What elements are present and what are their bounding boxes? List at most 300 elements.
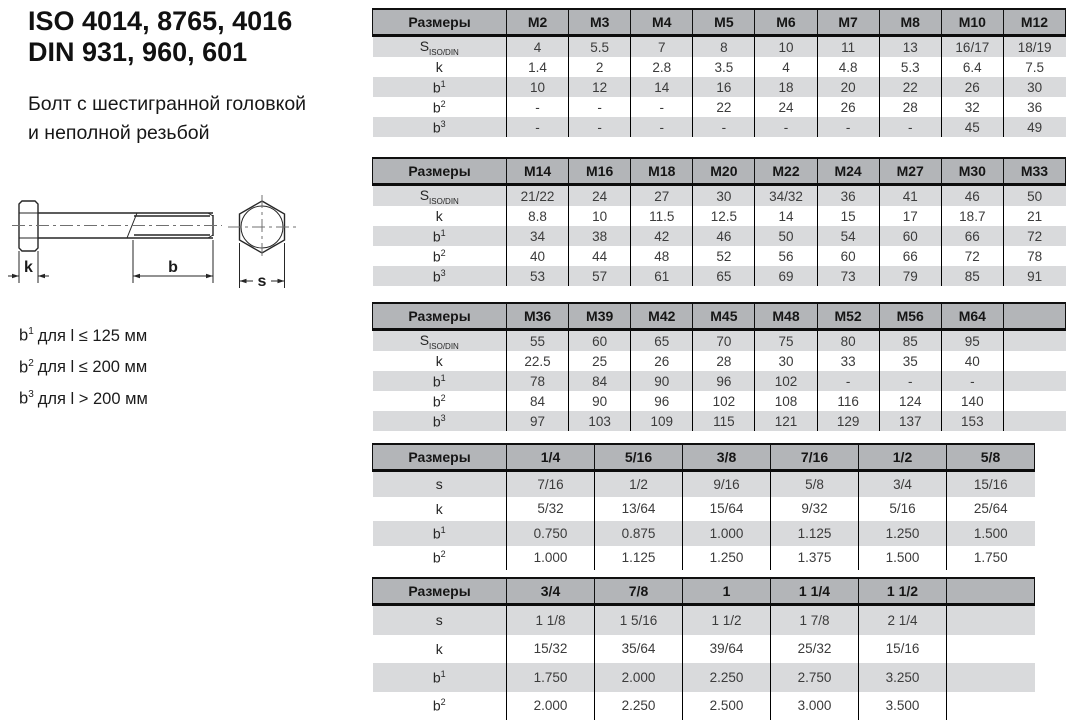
table-metric-m2-m12 [372,8,1066,137]
row-label: $b^1$ [373,77,507,97]
data-cell: 1.250 [683,546,771,571]
data-cell: 60 [569,330,631,352]
data-cell: 65 [631,330,693,352]
data-cell: 15/16 [947,471,1035,497]
data-cell: 8 [693,36,755,58]
table-row [373,330,1066,352]
data-cell: 5.3 [879,57,941,77]
header-row [373,158,1066,185]
data-cell: 8.8 [507,206,569,226]
data-cell: 72 [941,246,1003,266]
data-cell: 3/4 [859,471,947,497]
col-header-M3: M3 [569,9,631,36]
data-cell [947,692,1035,720]
col-header-M42: M42 [631,303,693,330]
data-cell: 153 [941,411,1003,431]
col-header-1: 1 [683,578,771,605]
dimension-table-inch-3-4-to-1-1-2 [372,577,1035,720]
data-cell: 28 [693,351,755,371]
table-row [373,226,1066,246]
data-cell: 124 [879,391,941,411]
data-cell: 85 [879,330,941,352]
data-cell: 3.000 [771,692,859,720]
dimension-table-inch-1-4-to-5-8 [372,443,1035,570]
header-row [373,9,1066,36]
data-cell: 24 [755,97,817,117]
header-row [373,578,1035,605]
col-header-M2: M2 [507,9,569,36]
data-cell: 36 [1003,97,1065,117]
data-cell: 26 [941,77,1003,97]
row-label: $b^1$ [373,371,507,391]
col-header-M4: M4 [631,9,693,36]
data-cell: 30 [1003,77,1065,97]
col-header-sizes: Размеры [373,9,507,36]
col-header-M22: M22 [755,158,817,185]
data-cell: 13/64 [595,497,683,522]
table-row [373,663,1035,692]
row-label: s [373,471,507,497]
data-cell: - [507,97,569,117]
row-label: $b^1$ [373,663,507,692]
data-cell: 75 [755,330,817,352]
table-row [373,411,1066,431]
col-header-M24: M24 [817,158,879,185]
data-cell: 103 [569,411,631,431]
data-cell: 96 [631,391,693,411]
data-cell: 33 [817,351,879,371]
data-cell: 5/32 [507,497,595,522]
col-header-5-16: 5/16 [595,444,683,471]
data-cell: - [631,117,693,137]
data-cell: 40 [507,246,569,266]
data-cell: 85 [941,266,1003,286]
footnote-b2: $b^2$ для l ≤ 200 мм [19,357,148,376]
col-header-M6: M6 [755,9,817,36]
data-cell: 0.750 [507,521,595,546]
footnotes [19,318,148,413]
data-cell [947,605,1035,635]
bolt-side-view [12,201,222,251]
data-cell: 9/32 [771,497,859,522]
footnote-b3: $b^3$ для l > 200 мм [19,389,148,408]
col-header-M64: M64 [941,303,1003,330]
col-header-sizes: Размеры [373,303,507,330]
data-cell: 4 [755,57,817,77]
data-cell: 1.125 [771,521,859,546]
data-cell: 35/64 [595,635,683,664]
data-cell: 28 [879,97,941,117]
table-row [373,692,1035,720]
data-cell: 97 [507,411,569,431]
data-cell: 50 [1003,185,1065,207]
data-cell: 1.750 [507,663,595,692]
data-cell: 90 [631,371,693,391]
data-cell: 2.000 [507,692,595,720]
row-label: $b^3$ [373,411,507,431]
data-cell: 44 [569,246,631,266]
data-cell: 2 [569,57,631,77]
data-cell: 1 7/8 [771,605,859,635]
title-din: DIN 931, 960, 601 [28,37,248,67]
dimension-table-m36-m64 [372,302,1066,431]
data-cell: 49 [1003,117,1065,137]
data-cell: - [507,117,569,137]
col-header-M30: M30 [941,158,1003,185]
col-header-1-1-4: 1 1/4 [771,578,859,605]
data-cell: 40 [941,351,1003,371]
data-cell: 79 [879,266,941,286]
data-cell: 5/8 [771,471,859,497]
data-cell: 56 [755,246,817,266]
table-row [373,497,1035,522]
col-header-M27: M27 [879,158,941,185]
table-row [373,351,1066,371]
data-cell: 102 [693,391,755,411]
data-cell: 50 [755,226,817,246]
data-cell: 60 [817,246,879,266]
data-cell: - [693,117,755,137]
table-row [373,117,1066,137]
data-cell: 14 [755,206,817,226]
data-cell: 102 [755,371,817,391]
col-header-M7: M7 [817,9,879,36]
data-cell: 27 [631,185,693,207]
data-cell: 41 [879,185,941,207]
data-cell: 45 [941,117,1003,137]
data-cell: 12 [569,77,631,97]
data-cell: - [569,117,631,137]
row-label: k [435,353,443,369]
page-title [28,6,292,68]
data-cell: 39/64 [683,635,771,664]
data-cell [947,635,1035,664]
bolt-diagram [0,192,330,296]
col-header-5-8: 5/8 [947,444,1035,471]
table-row [373,57,1066,77]
col-header-sizes: Размеры [373,158,507,185]
data-cell: 1.500 [859,546,947,571]
data-cell: 2.000 [595,663,683,692]
data-cell [1003,391,1065,411]
dimension-table-m2-m12 [372,8,1066,137]
data-cell: 84 [569,371,631,391]
table-row [373,36,1066,58]
table-row [373,206,1066,226]
data-cell: - [817,371,879,391]
data-cell: 25/32 [771,635,859,664]
col-header-M39: M39 [569,303,631,330]
table-row [373,546,1035,571]
data-cell: 66 [879,246,941,266]
table-row [373,391,1066,411]
data-cell: 53 [507,266,569,286]
row-label: $b^1$ [373,521,507,546]
col-header-7-16: 7/16 [771,444,859,471]
data-cell: 46 [693,226,755,246]
data-cell: 121 [755,411,817,431]
col-header-M52: M52 [817,303,879,330]
data-cell: 7.5 [1003,57,1065,77]
data-cell: 2.750 [771,663,859,692]
data-cell: 34/32 [755,185,817,207]
data-cell: 60 [879,226,941,246]
data-cell: 137 [879,411,941,431]
dim-label-b: b [168,259,178,276]
row-label: $b^2$ [432,392,446,410]
data-cell: - [569,97,631,117]
data-cell: 22 [879,77,941,97]
data-cell: 1.4 [507,57,569,77]
data-cell: 108 [755,391,817,411]
data-cell [947,663,1035,692]
data-cell: 34 [507,226,569,246]
data-cell: 4.8 [817,57,879,77]
data-cell: 15/64 [683,497,771,522]
data-cell: 1 5/16 [595,605,683,635]
col-header-M12: M12 [1003,9,1065,36]
dim-label-k: k [24,259,33,276]
data-cell: 69 [755,266,817,286]
data-cell: 78 [1003,246,1065,266]
data-cell: 54 [817,226,879,246]
table-row [373,635,1035,664]
col-header-3-4: 3/4 [507,578,595,605]
data-cell: 3.250 [859,663,947,692]
table-row [373,266,1066,286]
data-cell: 1 1/8 [507,605,595,635]
data-cell: 30 [755,351,817,371]
data-cell: - [941,371,1003,391]
col-header-sizes: Размеры [373,578,507,605]
col-header-1-1-2: 1 1/2 [859,578,947,605]
col-header-M8: M8 [879,9,941,36]
data-cell: 16/17 [941,36,1003,58]
row-label: k [435,500,443,517]
data-cell: 11 [817,36,879,58]
data-cell: 116 [817,391,879,411]
col-header-1-2: 1/2 [859,444,947,471]
table-metric-m14-m33 [372,157,1066,286]
data-cell: 42 [631,226,693,246]
data-cell: 17 [879,206,941,226]
data-cell: 115 [693,411,755,431]
data-cell: 140 [941,391,1003,411]
data-cell: 11.5 [631,206,693,226]
data-cell [1003,330,1065,352]
data-cell: 26 [631,351,693,371]
data-cell: 32 [941,97,1003,117]
data-cell: 6.4 [941,57,1003,77]
data-cell: - [755,117,817,137]
data-cell: 84 [507,391,569,411]
row-label: $b^1$ [373,226,507,246]
data-cell: 15/32 [507,635,595,664]
data-cell: - [879,117,941,137]
page-subtitle [28,90,306,148]
data-cell: 46 [941,185,1003,207]
data-cell: - [817,117,879,137]
data-cell: 109 [631,411,693,431]
table-inch-large [372,577,1035,720]
data-cell: 61 [631,266,693,286]
data-cell: 21/22 [507,185,569,207]
row-label: $b^2$ [432,549,446,567]
dim-b [133,240,213,283]
data-cell: 22 [693,97,755,117]
header-row [373,303,1066,330]
data-cell: 0.875 [595,521,683,546]
data-cell: 1.125 [595,546,683,571]
table-row [373,77,1066,97]
data-cell: 21 [1003,206,1065,226]
row-label: s [373,605,507,635]
subtitle-line2: и неполной резьбой [28,122,210,144]
data-cell: 16 [693,77,755,97]
col-header-M5: M5 [693,9,755,36]
data-cell: 57 [569,266,631,286]
table-row [373,521,1035,546]
data-cell: 66 [941,226,1003,246]
data-cell: 70 [693,330,755,352]
col-header-1-4: 1/4 [507,444,595,471]
data-cell: 2.250 [683,663,771,692]
data-cell: 18.7 [941,206,1003,226]
col-header-M10: M10 [941,9,1003,36]
col-header-empty [947,578,1035,605]
table-row [373,97,1066,117]
title-iso: ISO 4014, 8765, 4016 [28,6,293,36]
row-label: $b^2$ [432,98,446,116]
data-cell: 3.5 [693,57,755,77]
data-cell: 129 [817,411,879,431]
data-cell: 72 [1003,226,1065,246]
row-label: k [435,208,443,224]
row-label: $b^3$ [373,266,507,286]
data-cell: 1.750 [947,546,1035,571]
footnote-b1: $b^1$ для l ≤ 125 мм [19,326,148,345]
data-cell: 30 [693,185,755,207]
data-cell [1003,351,1065,371]
data-cell: 35 [879,351,941,371]
data-cell: 2.250 [595,692,683,720]
data-cell: 95 [941,330,1003,352]
table-inch-small [372,443,1035,570]
dimension-table-m14-m33 [372,157,1066,286]
col-header-M48: M48 [755,303,817,330]
data-cell: 13 [879,36,941,58]
data-cell: 22.5 [507,351,569,371]
subtitle-line1: Болт с шестигранной головкой [28,93,307,115]
data-cell: 78 [507,371,569,391]
row-label: $S_{ISO/DIN}$ [373,185,507,207]
data-cell: 15/16 [859,635,947,664]
col-header-M36: M36 [507,303,569,330]
data-cell: 1.375 [771,546,859,571]
data-cell: 12.5 [693,206,755,226]
data-cell: - [631,97,693,117]
data-cell: 15 [817,206,879,226]
row-label: $b^2$ [432,697,446,715]
data-cell: 18 [755,77,817,97]
data-cell: 38 [569,226,631,246]
data-cell: 65 [693,266,755,286]
table-metric-m36-m64 [372,302,1066,431]
data-cell [1003,371,1065,391]
data-cell: 25 [569,351,631,371]
dim-k [8,251,49,283]
data-cell: 2.500 [683,692,771,720]
data-cell: 4 [507,36,569,58]
data-cell: 1.000 [507,546,595,571]
data-cell: - [879,371,941,391]
col-header-M20: M20 [693,158,755,185]
data-cell: 7/16 [507,471,595,497]
data-cell: 10 [569,206,631,226]
data-cell: 1.500 [947,521,1035,546]
data-cell: 20 [817,77,879,97]
col-header-7-8: 7/8 [595,578,683,605]
table-row [373,605,1035,635]
col-header-empty [1003,303,1065,330]
dim-label-s: s [257,273,267,290]
data-cell: 36 [817,185,879,207]
data-cell: 2 1/4 [859,605,947,635]
header-row [373,444,1035,471]
col-header-M45: M45 [693,303,755,330]
data-cell: 80 [817,330,879,352]
data-cell: 55 [507,330,569,352]
data-cell: 10 [755,36,817,58]
col-header-3-8: 3/8 [683,444,771,471]
data-cell [1003,411,1065,431]
data-cell: 1/2 [595,471,683,497]
col-header-M56: M56 [879,303,941,330]
data-cell: 1.250 [859,521,947,546]
table-row [373,371,1066,391]
data-cell: 90 [569,391,631,411]
col-header-sizes: Размеры [373,444,507,471]
data-cell: 26 [817,97,879,117]
row-label: k [435,640,443,657]
data-cell: 1 1/2 [683,605,771,635]
data-cell: 2.8 [631,57,693,77]
col-header-M33: M33 [1003,158,1065,185]
data-cell: 18/19 [1003,36,1065,58]
data-cell: 7 [631,36,693,58]
data-cell: 5/16 [859,497,947,522]
data-cell: 91 [1003,266,1065,286]
col-header-M14: M14 [507,158,569,185]
row-label: $S_{ISO/DIN}$ [373,330,507,352]
data-cell: 96 [693,371,755,391]
data-cell: 1.000 [683,521,771,546]
row-label: $S_{ISO/DIN}$ [373,36,507,58]
data-cell: 14 [631,77,693,97]
data-cell: 52 [693,246,755,266]
data-cell: 5.5 [569,36,631,58]
data-cell: 25/64 [947,497,1035,522]
col-header-M18: M18 [631,158,693,185]
table-row [373,185,1066,207]
data-cell: 48 [631,246,693,266]
row-label: k [435,59,443,75]
data-cell: 10 [507,77,569,97]
data-cell: 24 [569,185,631,207]
data-cell: 3.500 [859,692,947,720]
col-header-M16: M16 [569,158,631,185]
table-row [373,471,1035,497]
